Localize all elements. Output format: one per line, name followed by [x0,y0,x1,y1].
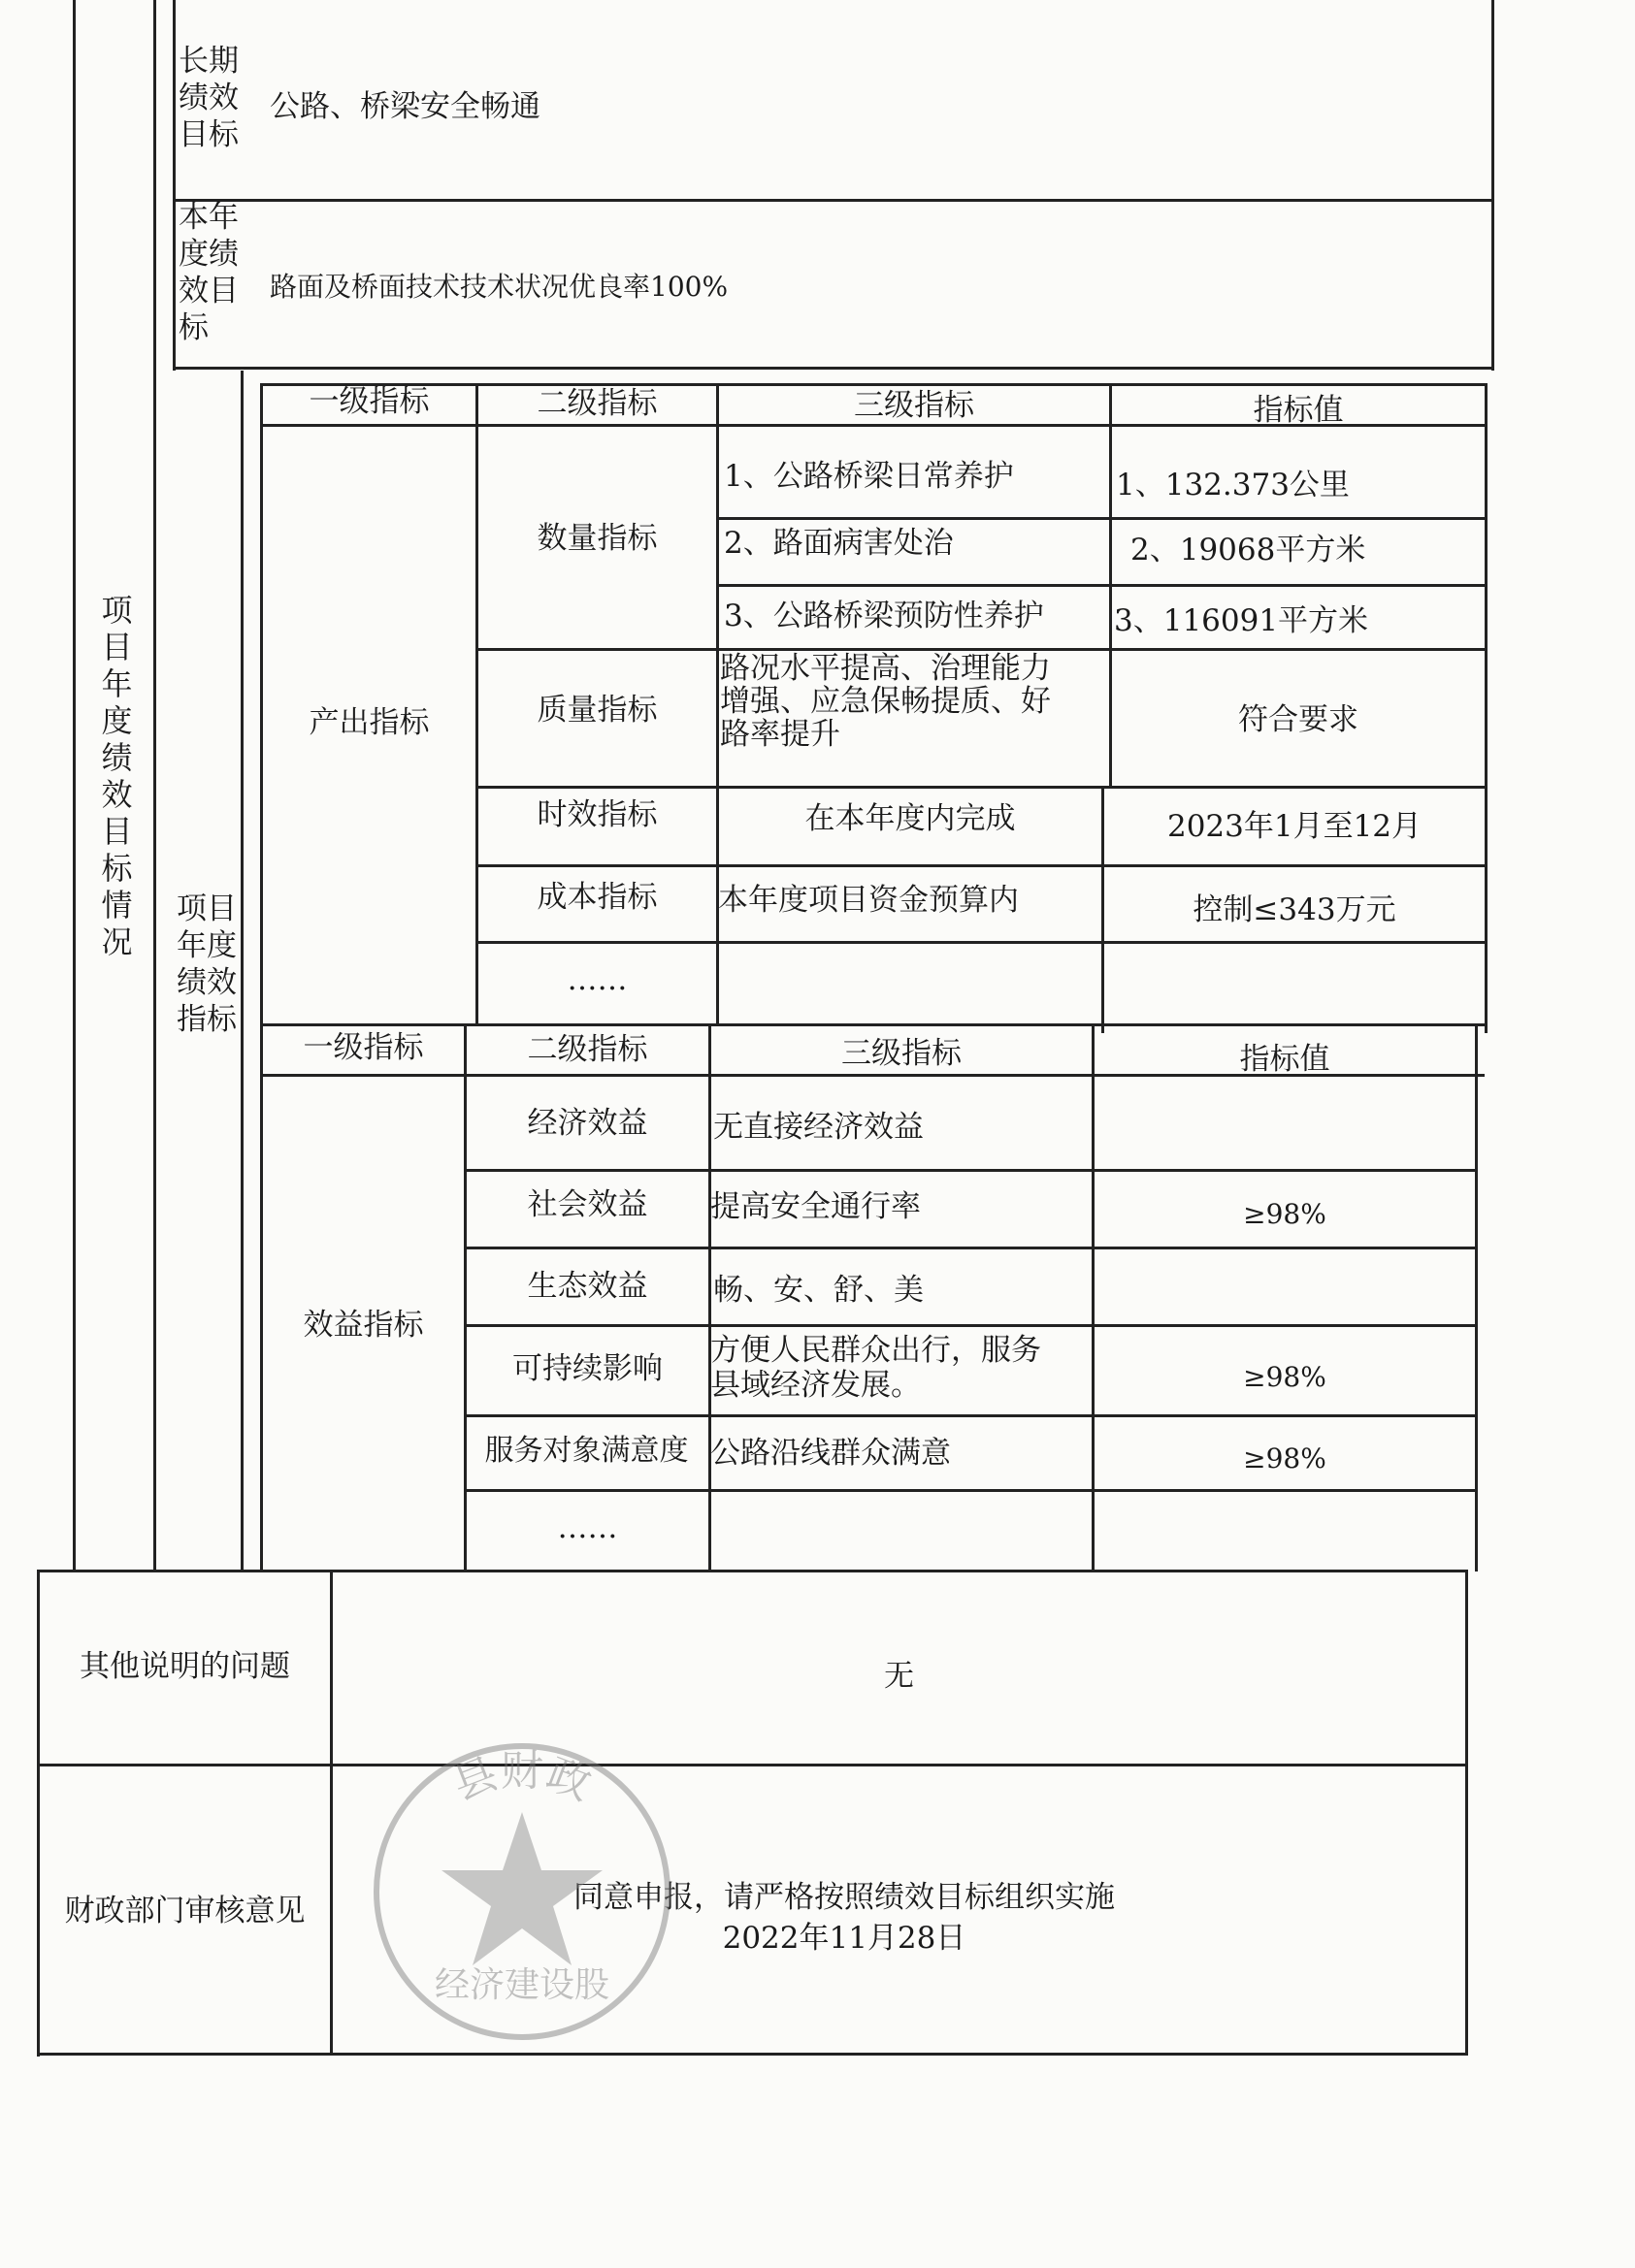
left-section-label-text: 项目年度绩效目标情况 [96,594,134,962]
benefit-social-item: 提高安全通行率 [710,1189,921,1224]
header2-level1: 一级指标 [303,1030,424,1065]
benefit-satisfaction-item: 公路沿线群众满意 [710,1436,951,1471]
benefit-ellipsis: …… [557,1510,618,1545]
header2-value: 指标值 [1239,1042,1330,1077]
quantity-item-2: 2、路面病害处治 [724,526,954,561]
quantity-value-2: 2、19068平方米 [1130,533,1366,567]
seal-top-text: 县财政 [446,1746,598,1811]
benefit-sustain-item: 方便人民群众出行，服务 县域经济发展。 [710,1333,1041,1403]
timeliness-value: 2023年1月至12月 [1166,809,1422,844]
timeliness-label: 时效指标 [537,797,658,832]
quality-value: 符合要求 [1238,702,1358,737]
indicator-label: 项目 年度 绩效 指标 [177,891,237,1037]
benefit-economic-item: 无直接经济效益 [713,1110,924,1145]
benefit-satisfaction-label: 服务对象满意度 [484,1434,689,1468]
finance-date: 2022年11月28日 [722,1921,966,1956]
finance-label: 财政部门审核意见 [64,1894,306,1928]
seal-bottom-text: 经济建设股 [434,1965,610,2005]
header-value: 指标值 [1253,393,1344,428]
header2-level3: 三级指标 [841,1036,962,1071]
header-level2: 二级指标 [537,386,658,421]
quality-label: 质量指标 [537,693,658,728]
quality-item: 路况水平提高、治理能力 增强、应急保畅提质、好 路率提升 [720,651,1051,752]
annual-value: 路面及桥面技术技术状况优良率100% [270,271,729,303]
annual-label: 本年 度绩 效目 标 [179,200,239,345]
cost-value: 控制≤343万元 [1193,892,1396,927]
quantity-item-1: 1、公路桥梁日常养护 [724,459,1014,494]
benefit-sustain-value: ≥98% [1243,1361,1326,1393]
benefit-economic-label: 经济效益 [527,1106,648,1141]
quantity-label: 数量指标 [537,521,658,556]
benefit-sustain-label: 可持续影响 [512,1351,663,1386]
long-term-label: 长期 绩效 目标 [179,44,239,152]
finance-opinion: 同意申报，请严格按照绩效目标组织实施 [573,1880,1115,1915]
other-label: 其他说明的问题 [80,1649,290,1684]
benefit-eco-label: 生态效益 [527,1269,648,1304]
quantity-item-3: 3、公路桥梁预防性养护 [724,599,1044,633]
benefit-eco-item: 畅、安、舒、美 [713,1273,924,1308]
header2-level2: 二级指标 [527,1032,648,1067]
header-level1: 一级指标 [309,384,430,419]
benefit-social-value: ≥98% [1243,1198,1326,1230]
benefit-social-label: 社会效益 [527,1187,648,1222]
other-value: 无 [884,1659,914,1694]
header-level3: 三级指标 [854,388,974,423]
benefit-level1: 效益指标 [303,1308,424,1343]
cost-item: 本年度项目资金预算内 [718,883,1019,918]
official-seal [367,1736,677,2047]
cost-label: 成本指标 [537,880,658,915]
quantity-value-3: 3、116091平方米 [1114,603,1369,638]
output-level1: 产出指标 [309,705,430,740]
quantity-value-1: 1、132.373公里 [1116,468,1350,502]
timeliness-item: 在本年度内完成 [804,801,1016,836]
long-term-value: 公路、桥梁安全畅通 [270,89,540,124]
output-ellipsis: …… [567,962,628,997]
benefit-satisfaction-value: ≥98% [1243,1442,1326,1474]
